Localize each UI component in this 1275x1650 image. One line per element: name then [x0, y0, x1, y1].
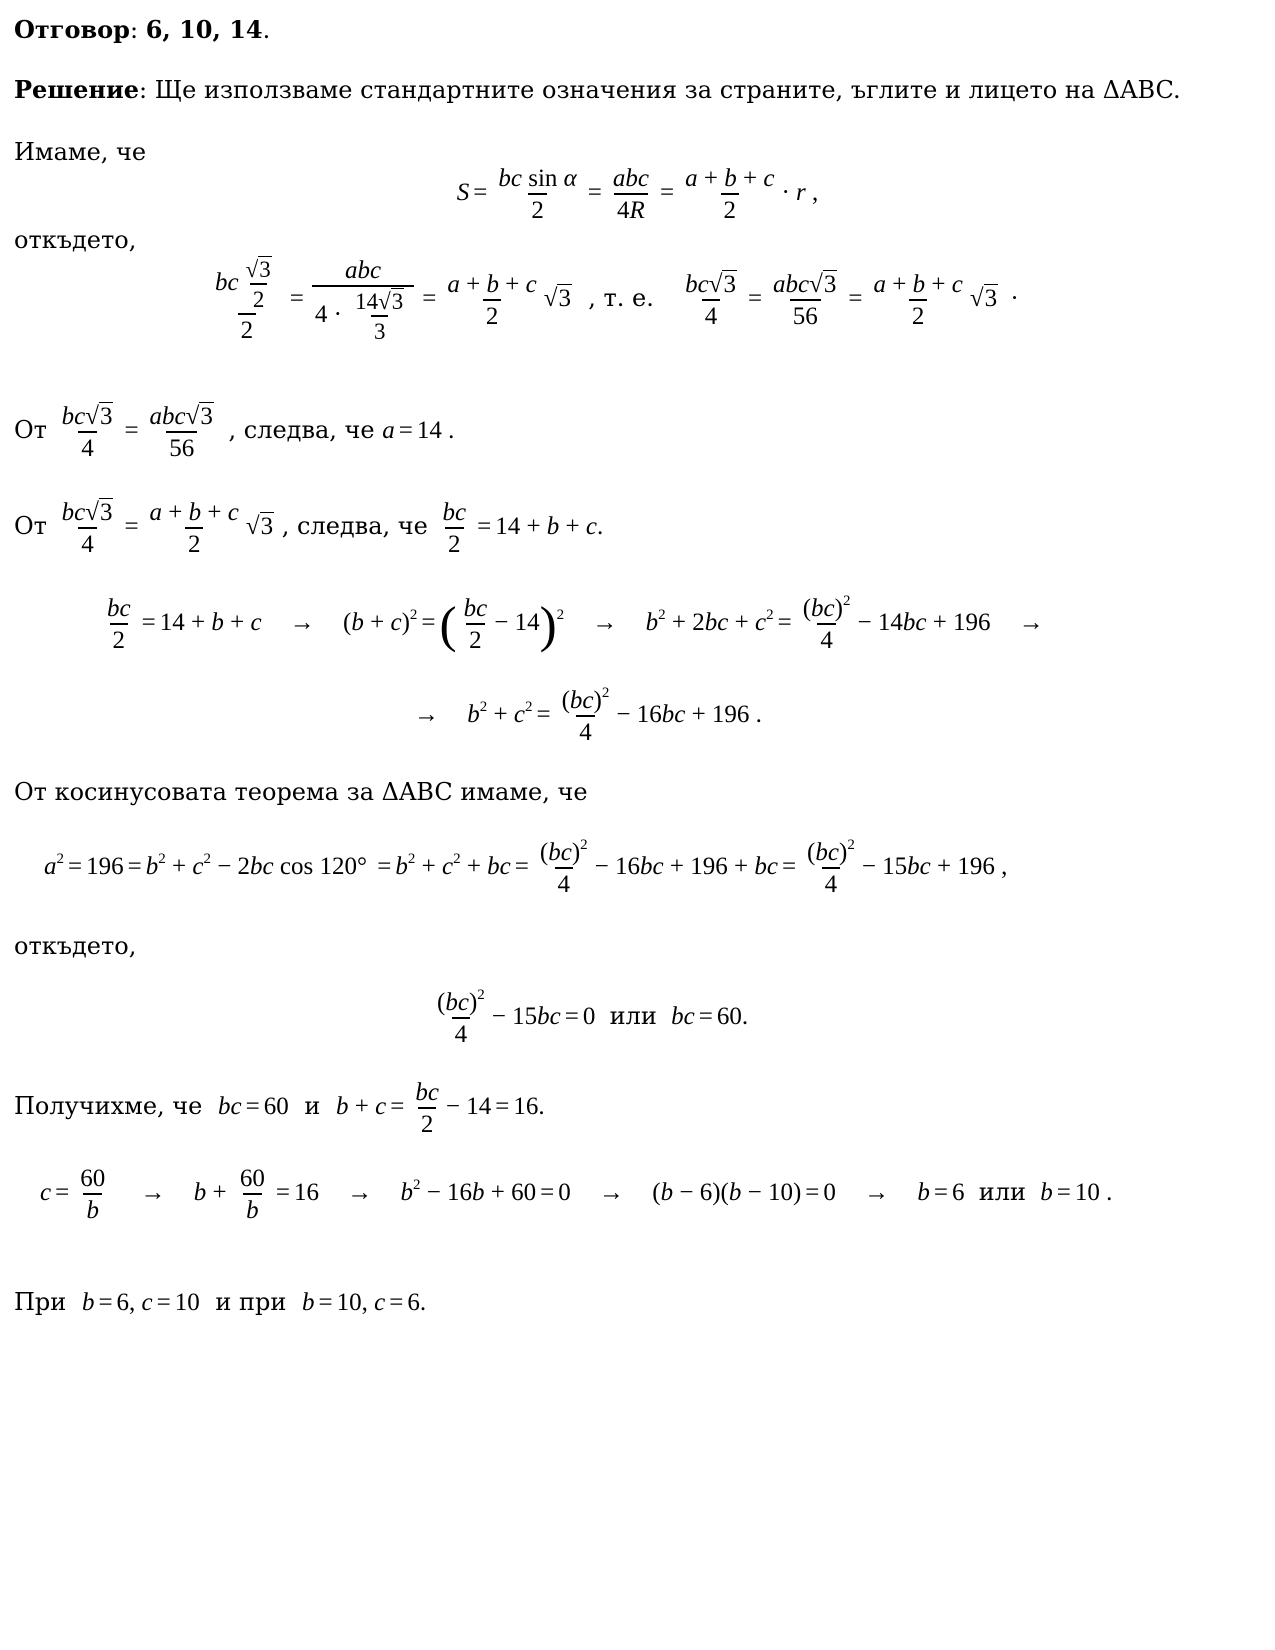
from-text-2: От: [14, 512, 47, 541]
whence-text-2: откъдето,: [14, 932, 137, 960]
ie-text: , т. е.: [588, 284, 654, 313]
we-have-text: Имаме, че: [14, 138, 147, 166]
formula-area: S = $\frac{\text{bc sin α}}{2}$ = $\frac{\text{abc}}{4R}$ = $\frac{a + b + c}{2}$ · r ,: [456, 165, 819, 224]
cosine-theorem-text: От косинусовата теорема за ΔABC имаме, че: [14, 778, 588, 806]
answer-label: Отговор: [14, 15, 130, 44]
from-text: От: [14, 416, 47, 445]
formula-chain-1: $\frac{bc}{2}$ = $14 + b + c \to (b + c)^2$ =( $\frac{bc}{2}$ − $14)^2 \to b^2 + 2bc + c^2$ = $\frac{(bc)^2}{4}$ − 14bc + 196 →: [107, 592, 1044, 654]
final-line: При b = 6, c = 10 и при b = 10, c = 6.: [14, 1288, 427, 1316]
whence-text: откъдето,: [14, 226, 137, 254]
conclusion-bc: От $\frac{bc√3}{4}$ = $\frac{a + b + c}{2}$ √3 , следва, че $\frac{bc}{2}$ = 14 + b + c.: [14, 499, 604, 558]
answer-line: Отговор: 6, 10, 14.: [14, 15, 271, 44]
formula-cosine: $a^2 = 196 = b^2 + c^2 - 2bc$ $\cos 120^\circ = b^2 + c^2$ + bc = $\frac{(bc)^2}{4}$ − 16bc + 196 + bc = $\frac{(bc)^2}{4}$ − 15bc + 196 ,: [44, 836, 1008, 898]
formula-chain-c: c = $\frac{60}{b}$ → b + $\frac{60}{b}$ = $16 \to b^2 - 16b + 60 = 0 \to (b - 6)(b - 10) = 0 \to b = 6$ или b = 10 .: [40, 1165, 1113, 1224]
at-text: При: [14, 1288, 67, 1316]
solution-intro-line: [14, 75, 1181, 104]
follows-text-b: , следва, че: [281, 512, 428, 541]
formula-chain-2: → $b^2 + c^2$ = $\frac{(bc)^2}{4}$ − 16bc + 196 .: [414, 684, 762, 746]
follows-text-a: , следва, че: [228, 416, 375, 445]
solution-label: Решение: [14, 75, 140, 104]
solution-intro: : Ще използваме стандартните означения за страните, ъглите и лицето на ΔABC.: [139, 76, 1181, 104]
or-text-2: или: [978, 1178, 1026, 1207]
answer-value: 6, 10, 14: [145, 15, 263, 44]
and-at-text: и при: [215, 1288, 287, 1316]
and-text: и: [304, 1092, 321, 1121]
or-text: или: [609, 1002, 657, 1031]
formula-bc: $\frac{(bc)^2}{4}$ − 15bc = 0 или bc = 60.: [437, 986, 749, 1048]
conclusion-a: От $\frac{bc√3}{4}$ = $\frac{\text{abc√3}}{56}$ , следва, че a = 14 .: [14, 403, 455, 462]
obtained-text: Получихме, че: [14, 1092, 203, 1121]
obtained-line: Получихме, че bc = 60 и b + c = $\frac{bc}{2}$ − 14 = 16.: [14, 1079, 545, 1138]
formula-substitution: bc $\frac{√3}{2}$ 2 = abc 4 · $\frac{14√3}{3}$ = $\frac{a + b + c}{2}$ √3 , т. е. $\frac{bc√3}{4}$ = $\frac{\text{abc√3}}{56}$ = $\frac{a + b + c}{2}$ √3 ·: [215, 257, 1019, 344]
